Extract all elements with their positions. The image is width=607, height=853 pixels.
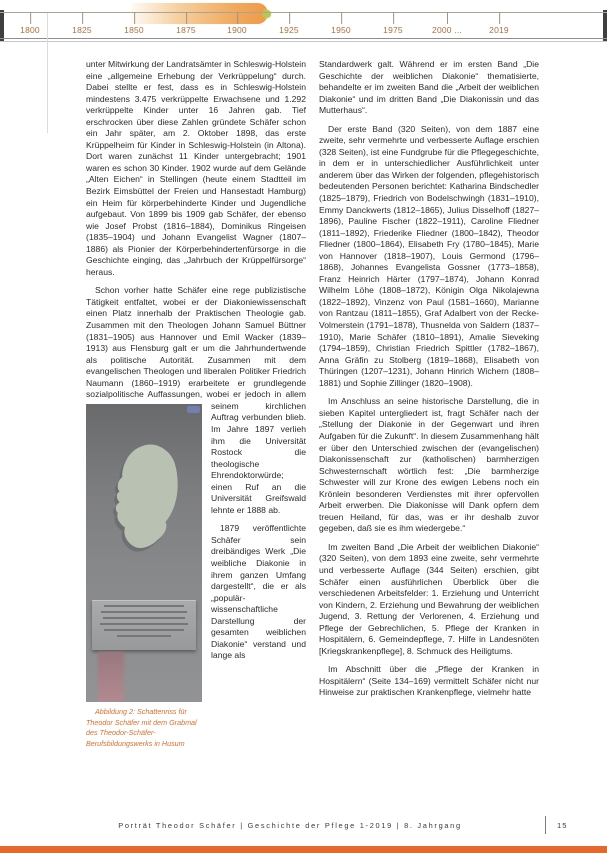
plaque-inscription-line bbox=[101, 611, 187, 613]
timeline-year-1800: 1800 bbox=[20, 25, 40, 35]
paragraph: 1879 veröffentlichte Schäfer sein dreibändiges Werk „Die weibliche Diakonie in ihrem ganzen Umfang dargestellt“, die er als „populär-wissenschaftliche Darstellung der gesamten weiblichen Diakonie“ verstand und lange als bbox=[211, 523, 306, 661]
page-fold-line bbox=[47, 13, 48, 133]
plaque-inscription-line bbox=[117, 635, 170, 637]
paragraph: Im zweiten Band „Die Arbeit der weiblichen Diakonie“ (320 Seiten), von dem 1893 eine zweite, sehr vermehrte und verbesserte Auflage (344 Seiten) erschien, gibt Schäfer einen ausführlichen Überblick über die verschiedenen Arbeitsfelder: 1. Erziehung und Unterricht von Kindern, 2. Erziehung und Bewahrung der weiblichen Jugend, 3. Rettung der Verlorenen, 4. Erziehung und Pflege der Gebrechlichen, 5. Pflege der Kranken in Hospitälern, 6. Gemeindepflege, 7. Hilfe in Landesnöten [Kriegskrankenpflege], 8. Schmuck des Heiligtums. bbox=[319, 541, 539, 656]
paragraph: Im Anschluss an seine historische Darstellung, die in sieben Kapitel untergliedert ist, fragt Schäfer nach der „Stellung der Diakonie in der Gegenwart und ihren Aufgaben für die Zukunft“. In diesem Zusammenhang hält er über den Unterschied zwischen der (evangelischen) Diakonissenschaft zur (katholischen) barmherzigen Schwesternschaft wörtlich fest: „Die barmherzige Schwester will zur Krone des ewigen Lebens noch ein Krönlein besonderen Verdienstes mit ihrer opfervollen Arbeit erwerben. Die Diakonisse will Dank opfern dem treuen Heiland, für das, was er ihr deshalb zuvor gegeben, daß sie es ihm wiedergebe.“ bbox=[319, 396, 539, 534]
timeline-year-1900: 1900 bbox=[227, 25, 247, 35]
article-body bbox=[86, 59, 540, 750]
timeline-year-1825: 1825 bbox=[72, 25, 92, 35]
plaque-inscription-line bbox=[100, 623, 187, 625]
footer-separator-rule bbox=[545, 816, 546, 834]
figure-caption: Abbildung 2: Schattenriss für Theodor Schäfer mit dem Grabmal des Theodor-Schäfer-Berufsbildungswerks in Husum bbox=[86, 706, 197, 749]
timeline-bottom-rule bbox=[0, 38, 607, 42]
photo-flower-band bbox=[98, 652, 124, 702]
inscription-plaque bbox=[92, 600, 196, 650]
paragraph: Im Abschnitt über die „Pflege der Kranken in Hospitälern“ (Seite 134–169) vermittelt Schäfer nicht nur Hinweise zur praktischen Krankenpflege, vielmehr hatte bbox=[319, 664, 539, 698]
photo-blue-spot bbox=[187, 406, 200, 413]
profile-relief-silhouette bbox=[98, 438, 188, 570]
paragraph-text: in allem seinem kirchlichen Auftrag verbunden blieb. Im Jahre 1897 verlieh ihm die Universität Rostock die theologische Ehrendoktorwürde; einen Ruf an die Universität Greifswald lehnte er 1888 ab. bbox=[211, 389, 306, 515]
plaque-inscription-line bbox=[104, 629, 183, 631]
timeline-year-2019: 2019 bbox=[489, 25, 509, 35]
memorial-photo bbox=[86, 404, 202, 702]
paragraph-text: Schon vorher hatte Schäfer eine rege publizistische Tätigkeit entfaltet, wobei er der Diakoniewissenschaft einen Platz innerhalb der Praktischen Theologie gab. Zusammen mit den Theologen Johann Samuel Büttner (1831–1905) aus Hannover und Emil Wacker (1839–1913) aus Flensburg galt er um die Jahrhundertwende als politische Autorität. Zusammen mit dem evangelischen Theologen und liberalen Politiker Friedrich Naumann (1860–1919) erarbeitete er grundlegende sozialpolitische Auffassungen, wobei er jedoch bbox=[86, 285, 306, 400]
timeline-year-1950: 1950 bbox=[331, 25, 351, 35]
paragraph: Standardwerk galt. Während er im ersten Band „Die Geschichte der weiblichen Diakonie“ thematisierte, behandelte er im zweiten Band die „Arbeit der weiblichen Diakonie“ und im dritten Band „Die Diakonissin und das Mutterhaus“. bbox=[319, 59, 539, 116]
timeline-year-1850: 1850 bbox=[124, 25, 144, 35]
memorial-figure bbox=[86, 404, 202, 750]
bottom-accent-bar bbox=[0, 846, 607, 853]
timeline-year-1975: 1975 bbox=[383, 25, 403, 35]
timeline-highlight-band bbox=[131, 3, 268, 24]
timeline-year-2000: 2000 ... bbox=[432, 25, 462, 35]
timeline-year-1875: 1875 bbox=[176, 25, 196, 35]
plaque-inscription-line bbox=[104, 605, 185, 607]
page-number: 15 bbox=[557, 821, 568, 830]
timeline-year-1925: 1925 bbox=[279, 25, 299, 35]
paragraph: unter Mitwirkung der Landratsämter in Schleswig-Holstein eine „allgemeine Erhebung der Verkrüppelung“ durch. Dabei stellte er fest, dass es in Schleswig-Holstein mindestens 3.475 verkrüppelte Erwachsene und 1.292 verkrüppelte Kinder unter 16 Jahren gab. Tief erschrocken über diese Zahlen gründete Schäfer schon ein Jahr später, am 2. Oktober 1898, das erste Krüppelheim für Kinder in Schleswig-Holstein (in Altona). Dort waren zunächst 11 Kinder untergebracht; 1901 waren es schon 30 Kinder. 1902 wurde auf dem Gelände „Alten Eichen“ in Stellingen (heute einem Stadtteil im Bezirk Eimsbüttel der Freien und Hansestadt Hamburg) ein Heim für körperbehinderte Kinder und Jugendliche aufgebaut. Von 1899 bis 1909 gab Schäfer, der ebenso wie Josef Probst (1816–1884), Dominikus Ringeisen (1835–1904) und Johann Evangelist Wagner (1807–1886) als Pionier der Körperbehindertenfürsorge in die Geschichte einging, das „Jahrbuch der Krüppelfürsorge“ heraus. bbox=[86, 59, 306, 277]
right-column bbox=[319, 59, 539, 750]
paragraph: Der erste Band (320 Seiten), von dem 1887 eine zweite, sehr vermehrte und verbesserte Auflage erschien (328 Seiten), ist eine Fundgrube für die Pflegegeschichte, in dem er in unterschiedlicher Ausführlichkeit unter anderem über das Wirken der folgenden, pflegehistorisch bedeutenden Personen berichtet: Katharina Bindschedler (1825–1879), Friedrich von Bodelschwingh (1831–1910), Emmy Danckwerts (1812–1865), Julius Disselhoff (1827–1896), Pauline Fischer (1822–1911), Caroline Fliedner (1811–1892), Friederike Fliedner (1800–1842), Theodor Fliedner (1800–1864), Elisabeth Fry (1780–1845), Marie von Hannover (1818–1907), Louis Germond (1796–1868), Johannes Evangelista Gossner (1773–1858), Franz Heinrich Härter (1797–1874), Johann Konrad Wilhelm Löhe (1808–1872), Königin Olga Nikolajewna (1822–1892), Vinzenz von Paul (1581–1660), Marianne von Rantzau (1811–1855), Graf Adalbert von der Recke-Volmerstein (1791–1878), Thusnelda von Saldern (1837–1910), Marie Schäfer (1810–1891), Amalie Sieveking (1794–1859), Christian Friedrich Spittler (1782–1867), Anna Gräfin zu Stolberg (1819–1868), Elisabeth von Thüringen (1207–1231), Johann Hinrich Wichern (1808–1881) und Sophie Zillinger (1820–1908). bbox=[319, 123, 539, 388]
running-footer: Porträt Theodor Schäfer | Geschichte der Pflege 1-2019 | 8. Jahrgang bbox=[118, 821, 462, 830]
timeline-top-rule bbox=[0, 12, 607, 13]
plaque-inscription-line bbox=[103, 617, 186, 619]
left-column bbox=[86, 59, 306, 750]
